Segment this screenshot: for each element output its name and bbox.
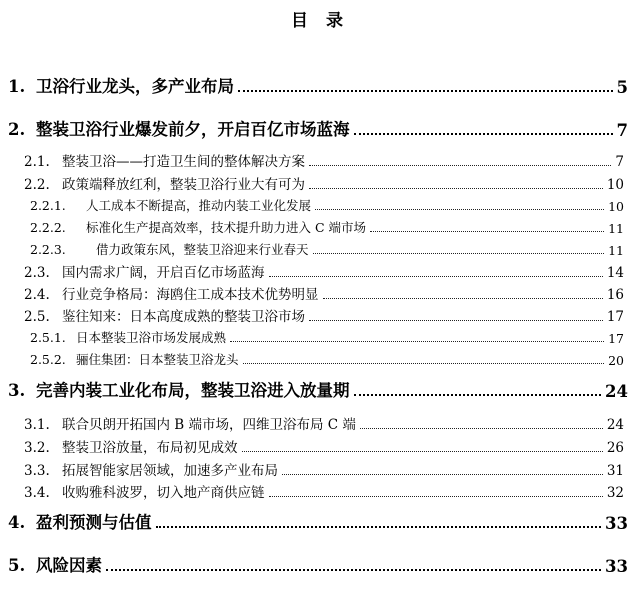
toc-entry-text: 整装卫浴放量，布局初见成效 [62,440,238,456]
toc-entry-5[interactable] [8,552,628,576]
toc-entry-number: 2.2.1. [30,198,66,213]
toc-entry-label [30,218,366,236]
toc-entry-number: 2.2.2. [30,220,66,235]
toc-entry-label [24,173,305,193]
toc-entry-label [24,459,278,479]
toc-entry-text: 整装卫浴——打造卫生间的整体解决方案 [62,154,305,170]
toc-leader-dots [230,341,604,342]
toc-entry-number: 2.2.3. [30,242,66,257]
toc-entry-label [8,377,350,401]
toc-entry-2-2-2[interactable] [30,218,624,236]
toc-leader-dots [370,231,604,232]
toc-entry-3-1[interactable] [24,413,624,433]
toc-entry-text: 行业竞争格局：海鸥住工成本技术优势明显 [62,287,319,303]
toc-leader-dots [242,451,603,452]
toc-entry-text: 人工成本不断提高，推动内装工业化发展 [86,198,312,213]
toc-entry-3-2[interactable] [24,436,624,456]
toc-entry-page: 20 [608,353,624,368]
toc-entry-label [30,328,226,346]
toc-leader-dots [269,496,603,497]
toc-entry-text: 国内需求广阔，开启百亿市场蓝海 [62,265,265,281]
toc-leader-dots [354,133,613,135]
toc-entry-text: 风险因素 [36,556,102,575]
toc-entry-number: 2.5.2. [30,352,66,367]
toc-entry-number: 2.5.1. [30,330,66,345]
toc-leader-dots [238,90,613,92]
toc-entry-3-4[interactable] [24,481,624,501]
toc-entry-number: 2.3. [24,265,50,281]
toc-entry-2-2-3[interactable] [30,240,624,258]
toc-entry-page: 31 [606,463,624,479]
toc-entry-page: 14 [606,265,624,281]
toc-entry-number: 4. [8,513,26,532]
toc-entry-text: 标准化生产提高效率，技术提升助力进入 C 端市场 [86,220,367,235]
toc-entry-2[interactable] [8,116,628,140]
toc-entry-number: 1. [8,77,26,96]
toc-entry-label [24,261,265,281]
toc-entry-page: 10 [608,199,624,214]
toc-entry-label [24,283,319,303]
toc-entry-page: 24 [606,417,624,433]
toc-entry-2-2[interactable] [24,173,624,193]
toc-leader-dots [354,394,602,396]
toc-entry-number: 3.4. [24,485,50,501]
toc-leader-dots [323,298,603,299]
toc-entry-text: 骊住集团：日本整装卫浴龙头 [76,352,239,367]
toc-entry-number: 3.1. [24,417,50,433]
toc-entry-page: 7 [616,121,628,140]
toc-entry-1[interactable] [8,73,628,97]
toc-leader-dots [243,363,605,364]
toc-entry-label [24,305,305,325]
toc-entry-page: 32 [606,485,624,501]
toc-leader-dots [360,428,603,429]
toc-entry-page: 10 [606,177,624,193]
toc-entry-page: 26 [606,440,624,456]
toc-entry-number: 2.1. [24,154,50,170]
toc-entry-page: 7 [615,154,624,170]
toc-entry-number: 2.2. [24,177,50,193]
toc-entry-page: 16 [606,287,624,303]
toc-entry-number: 3. [8,381,26,400]
toc-entry-page: 33 [605,514,628,533]
toc-leader-dots [106,569,601,571]
toc-entry-page: 11 [608,221,624,236]
toc-entry-label [8,552,102,576]
toc-entry-2-5-1[interactable] [30,328,624,346]
toc-entry-3[interactable] [8,377,628,401]
toc-leader-dots [156,526,602,528]
toc-leader-dots [282,474,603,475]
toc-entry-3-3[interactable] [24,459,624,479]
toc-entry-text: 鉴往知来：日本高度成熟的整装卫浴市场 [62,309,305,325]
toc-entry-page: 33 [605,557,628,576]
toc-entry-label [30,350,239,368]
toc-leader-dots [315,209,604,210]
toc-entry-number: 2. [8,120,26,139]
toc-entry-text: 完善内装工业化布局，整装卫浴进入放量期 [36,381,350,400]
toc-entry-label [24,413,356,433]
toc-entry-2-1[interactable] [24,150,624,170]
toc-entry-text: 拓展智能家居领域，加速多产业布局 [62,463,278,479]
toc-entry-number: 5. [8,556,26,575]
toc-leader-dots [269,276,603,277]
toc-entry-text: 卫浴行业龙头，多产业布局 [36,77,234,96]
toc-leader-dots [309,320,603,321]
toc-entry-page: 17 [606,309,624,325]
toc-entry-page: 11 [608,243,624,258]
toc-entry-2-3[interactable] [24,261,624,281]
toc-entry-label [30,240,309,258]
toc-entry-text: 盈利预测与估值 [36,513,152,532]
toc-leader-dots [309,165,611,166]
toc-entry-number: 2.5. [24,309,50,325]
toc-entry-label [8,73,234,97]
toc-entry-text: 借力政策东风，整装卫浴迎来行业春天 [96,242,309,257]
toc-entry-text: 联合贝朗开拓国内 B 端市场，四维卫浴布局 C 端 [62,417,356,433]
toc-entry-label [24,481,265,501]
toc-entry-label [24,150,305,170]
toc-entry-2-5-2[interactable] [30,350,624,368]
toc-entry-label [24,436,238,456]
toc-entry-4[interactable] [8,509,628,533]
toc-entry-label [8,509,152,533]
toc-entry-2-2-1[interactable] [30,196,624,214]
toc-entry-number: 3.2. [24,440,50,456]
toc-entry-page: 17 [608,331,624,346]
toc-entry-text: 政策端释放红利，整装卫浴行业大有可为 [62,177,305,193]
toc-entry-2-4[interactable] [24,283,624,303]
toc-entry-page: 5 [616,78,628,97]
toc-leader-dots [309,188,603,189]
toc-entry-number: 2.4. [24,287,50,303]
toc-entry-2-5[interactable] [24,305,624,325]
toc-entry-label [30,196,311,214]
toc-entry-text: 收购雅科波罗，切入地产商供应链 [62,485,265,501]
toc-leader-dots [313,253,605,254]
toc-entry-page: 24 [605,382,628,401]
toc-heading: 目 录 [291,11,349,31]
toc-entry-label [8,116,350,140]
toc-entry-number: 3.3. [24,463,50,479]
toc-entry-text: 整装卫浴行业爆发前夕，开启百亿市场蓝海 [36,120,350,139]
toc-entry-text: 日本整装卫浴市场发展成熟 [76,330,227,345]
